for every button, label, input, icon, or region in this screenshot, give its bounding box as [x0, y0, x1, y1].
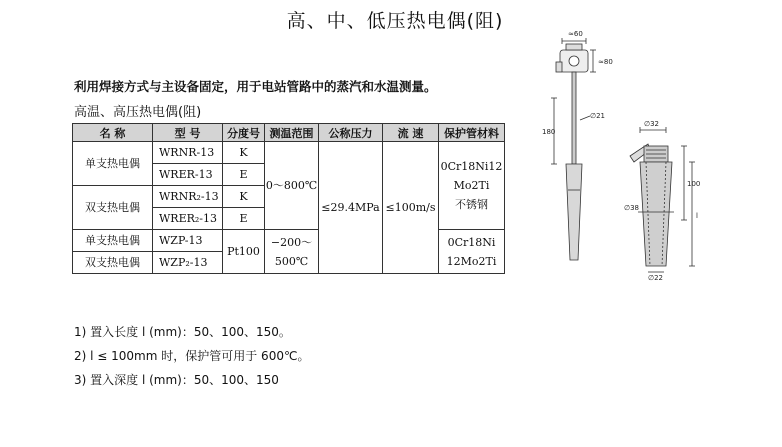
range-b-line2: 500℃: [274, 254, 309, 268]
thermowell-left-drawing: [566, 164, 582, 260]
row-model: WZP₂-13: [153, 252, 223, 274]
row-index: Pt100: [223, 230, 265, 274]
row-name: 单支热电偶: [73, 230, 153, 252]
table-row: [73, 230, 505, 252]
row-model: WZP-13: [153, 230, 223, 252]
pressure-cell: ≤29.4MPa: [319, 142, 383, 274]
header-range: 测温范围: [265, 124, 319, 142]
header-material: 保护管材料: [439, 124, 505, 142]
dim-cone-diameter: ∅38: [624, 204, 640, 212]
row-name: 双支热电偶: [73, 186, 153, 230]
row-index: E: [223, 208, 265, 230]
row-index: E: [223, 164, 265, 186]
dim-top-diameter: ∅32: [644, 120, 660, 128]
range-b-line1: −200～: [270, 235, 313, 249]
technical-drawing: [540, 20, 740, 282]
material-a-line3: 不锈钢: [455, 198, 488, 211]
range-cell-b: [265, 230, 319, 274]
header-name: 名 称: [73, 124, 153, 142]
row-model: WRER-13: [153, 164, 223, 186]
range-cell-a: 0～800℃: [265, 142, 319, 230]
material-cell-a: [439, 142, 505, 230]
material-b-line1: 0Cr18Ni: [447, 235, 496, 249]
material-b-line2: 12Mo2Ti: [446, 254, 497, 268]
dim-tip-diameter: ∅22: [648, 274, 664, 282]
dim-stem-length: 180: [542, 128, 556, 136]
stem-drawing: [551, 72, 590, 164]
header-pressure: 公称压力: [319, 124, 383, 142]
header-speed: 流 速: [383, 124, 439, 142]
dim-stem-diameter: ∅21: [590, 112, 606, 120]
material-a-line1: 0Cr18Ni12: [440, 160, 503, 173]
junction-head-drawing: [556, 38, 596, 72]
dim-head-height: ≈80: [598, 58, 613, 66]
note-item: 3) 置入深度 l (mm)：50、100、150: [74, 373, 279, 387]
row-model: WRNR₂-13: [153, 186, 223, 208]
material-a-line2: Mo2Ti: [453, 179, 490, 192]
speed-cell: ≤100m/s: [383, 142, 439, 274]
table-row: [73, 142, 505, 164]
table-header-row: [73, 124, 505, 142]
page-title: 高、中、低压热电偶(阻): [286, 10, 504, 32]
description-text: 利用焊接方式与主设备固定，用于电站管路中的蒸汽和水温测量。: [74, 79, 437, 94]
row-model: WRNR-13: [153, 142, 223, 164]
row-index: K: [223, 186, 265, 208]
row-name: 双支热电偶: [73, 252, 153, 274]
notes-list: [74, 320, 309, 392]
row-name: 单支热电偶: [73, 142, 153, 186]
row-index: K: [223, 142, 265, 164]
material-cell-b: [439, 230, 505, 274]
dim-l: l: [696, 212, 698, 220]
row-model: WRER₂-13: [153, 208, 223, 230]
note-item: 1) 置入长度 l (mm)：50、100、150。: [74, 325, 291, 339]
thermowell-right-drawing: [630, 127, 695, 272]
spec-table: [72, 123, 505, 274]
dim-head-width: ≈60: [568, 30, 583, 38]
note-item: 2) l ≤ 100mm 时，保护管可用于 600℃。: [74, 349, 310, 363]
header-index: 分度号: [223, 124, 265, 142]
dim-mid-length: 100: [687, 180, 701, 188]
header-model: 型 号: [153, 124, 223, 142]
section-subtitle: 高温、高压热电偶(阻): [74, 105, 202, 120]
